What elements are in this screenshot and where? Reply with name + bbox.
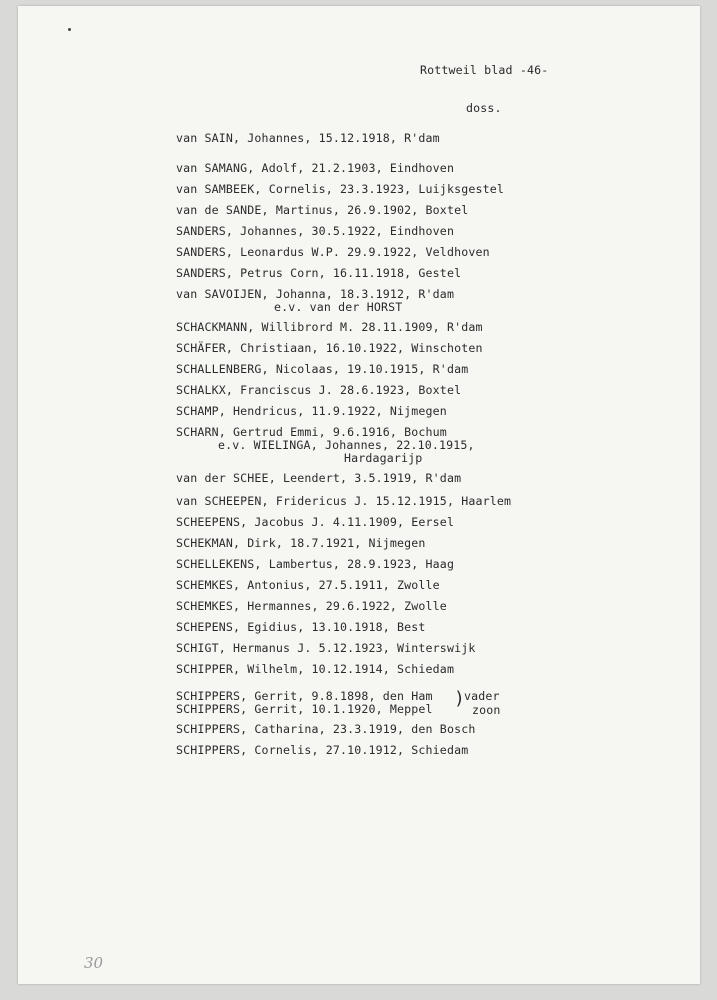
list-item: SCHIPPERS, Cornelis, 27.10.1912, Schiedam (176, 743, 469, 757)
list-item: van SAMBEEK, Cornelis, 23.3.1923, Luijksgestel (176, 182, 504, 196)
list-item: SCHELLEKENS, Lambertus, 28.9.1923, Haag (176, 557, 455, 571)
annotation-vader: vader (464, 689, 500, 703)
list-item: van SAMANG, Adolf, 21.2.1903, Eindhoven (176, 161, 455, 175)
list-item: SANDERS, Johannes, 30.5.1922, Eindhoven (176, 224, 455, 238)
list-item: SCHEKMAN, Dirk, 18.7.1921, Nijmegen (176, 536, 426, 550)
list-item: van der SCHEE, Leendert, 3.5.1919, R'dam (176, 471, 462, 485)
list-item: SCHIGT, Hermanus J. 5.12.1923, Winterswijk (176, 641, 476, 655)
list-item: SCHARN, Gertrud Emmi, 9.6.1916, Bochum (176, 425, 447, 439)
annotation-zoon: zoon (472, 703, 501, 717)
list-item: SCHIPPERS, Catharina, 23.3.1919, den Bosch (176, 722, 476, 736)
list-item: SCHEMKES, Antonius, 27.5.1911, Zwolle (176, 578, 440, 592)
list-item: van SAIN, Johannes, 15.12.1918, R'dam (176, 131, 440, 145)
list-item: van de SANDE, Martinus, 26.9.1902, Boxtel (176, 203, 469, 217)
document-page (18, 6, 700, 984)
handwritten-note: 30 (84, 954, 104, 972)
list-item: SCHALLENBERG, Nicolaas, 19.10.1915, R'dam (176, 362, 469, 376)
list-item: SCHAMP, Hendricus, 11.9.1922, Nijmegen (176, 404, 447, 418)
page-subtitle: doss. (466, 101, 502, 115)
list-item: van SCHEEPEN, Fridericus J. 15.12.1915, Haarlem (176, 494, 512, 508)
list-item: SCHALKX, Franciscus J. 28.6.1923, Boxtel (176, 383, 462, 397)
list-item: SCHEEPENS, Jacobus J. 4.11.1909, Eersel (176, 515, 455, 529)
margin-dot (68, 28, 71, 31)
list-item: van SAVOIJEN, Johanna, 18.3.1912, R'dam (176, 287, 455, 301)
list-item: SCHIPPERS, Gerrit, 10.1.1920, Meppel (176, 702, 433, 716)
list-item: SANDERS, Leonardus W.P. 29.9.1922, Veldhoven (176, 245, 490, 259)
list-item: SANDERS, Petrus Corn, 16.11.1918, Gestel (176, 266, 462, 280)
list-item: SCHEMKES, Hermannes, 29.6.1922, Zwolle (176, 599, 447, 613)
list-item: SCHACKMANN, Willibrord M. 28.11.1909, R'dam (176, 320, 483, 334)
list-item: SCHÄFER, Christiaan, 16.10.1922, Winschoten (176, 341, 483, 355)
page-title: Rottweil blad -46- (420, 63, 549, 77)
list-item: SCHEPENS, Egidius, 13.10.1918, Best (176, 620, 426, 634)
list-item-continuation: Hardagarijp (344, 451, 423, 465)
list-item: SCHIPPER, Wilhelm, 10.12.1914, Schiedam (176, 662, 455, 676)
list-item-continuation: e.v. van der HORST (274, 300, 403, 314)
bracket-glyph: ) (454, 688, 465, 709)
list-item: SCHIPPERS, Gerrit, 9.8.1898, den Ham (176, 689, 433, 703)
list-item-continuation: e.v. WIELINGA, Johannes, 22.10.1915, (218, 438, 475, 452)
